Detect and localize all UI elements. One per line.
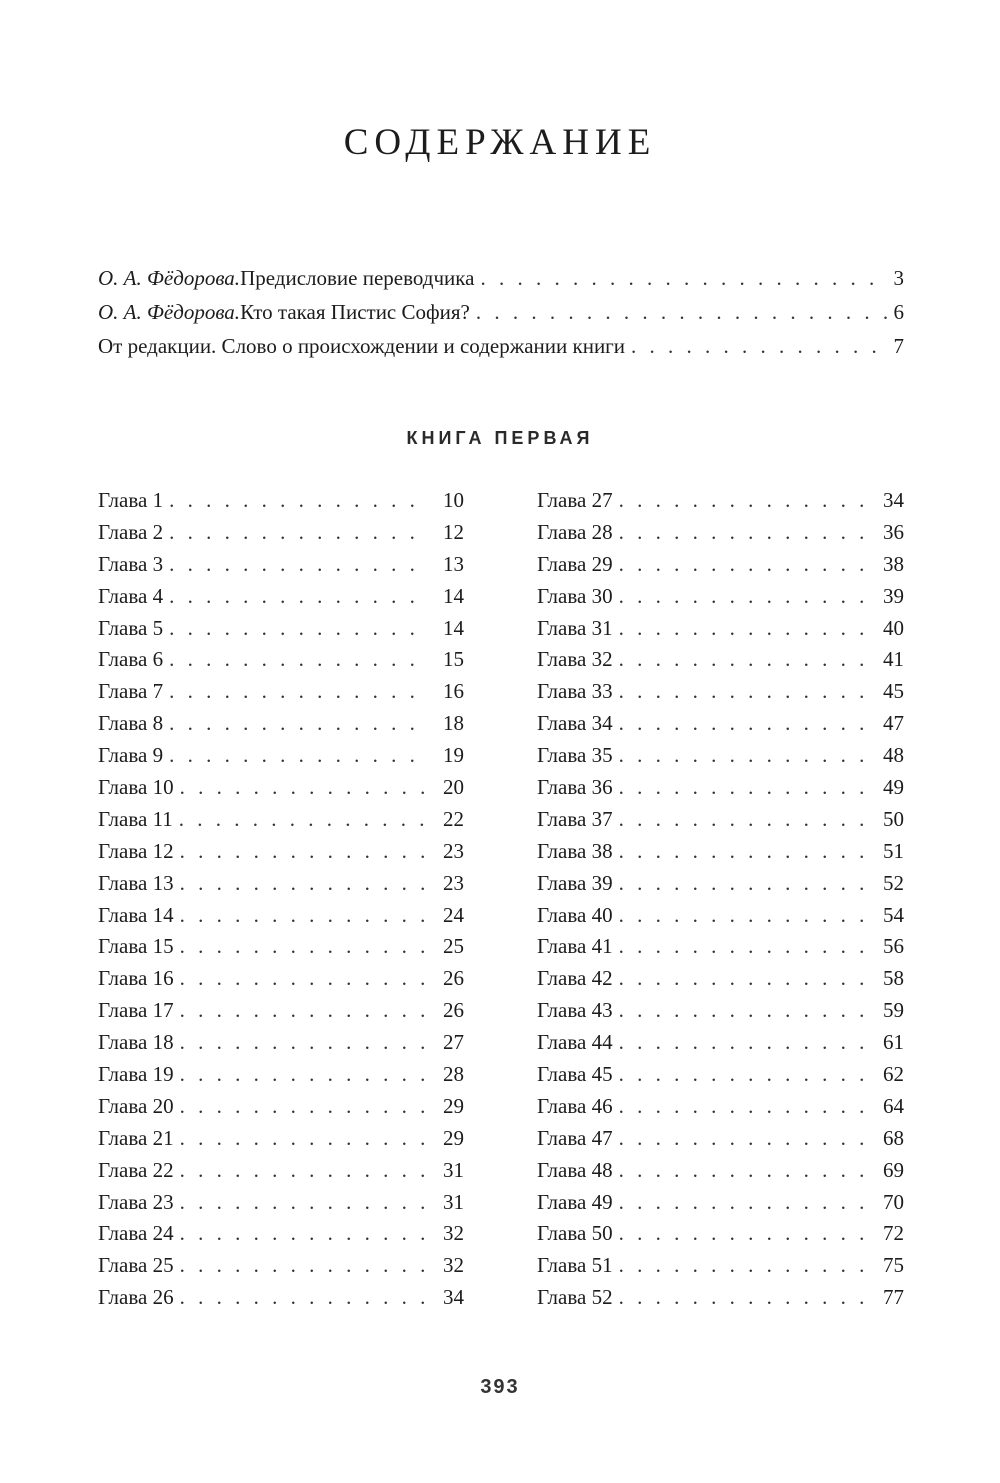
chapter-label: Глава 15 xyxy=(98,934,174,959)
chapter-page: 18 xyxy=(443,711,464,736)
chapter-label: Глава 16 xyxy=(98,966,174,991)
chapter-label: Глава 52 xyxy=(537,1285,613,1310)
dot-leader xyxy=(169,520,428,545)
toc-entry-title: Кто такая Пистис София? xyxy=(240,300,470,324)
chapter-entry[interactable] xyxy=(98,903,464,935)
chapter-page: 26 xyxy=(443,998,464,1023)
chapter-page: 13 xyxy=(443,551,464,576)
chapter-label: Глава 6 xyxy=(98,647,164,672)
chapter-label: Глава 32 xyxy=(537,647,613,672)
chapter-label: Глава 25 xyxy=(98,1253,174,1278)
chapter-label: Глава 20 xyxy=(98,1093,174,1118)
chapter-label: Глава 5 xyxy=(98,615,164,640)
dot-leader xyxy=(180,1285,428,1310)
toc-entry-page: 3 xyxy=(893,266,904,290)
toc-entry[interactable] xyxy=(98,334,904,368)
dot-leader xyxy=(180,966,428,991)
dot-leader xyxy=(619,1285,868,1310)
dot-leader xyxy=(179,807,428,832)
chapter-entry[interactable] xyxy=(98,711,464,743)
toc-entry-title: От редакции. Слово о происхождении и содержании книги xyxy=(98,334,626,358)
dot-leader xyxy=(619,552,868,577)
chapter-page: 47 xyxy=(883,711,904,736)
chapter-entry[interactable] xyxy=(537,1285,904,1317)
chapter-page: 54 xyxy=(883,902,904,927)
chapter-page: 34 xyxy=(883,488,904,512)
toc-entry[interactable] xyxy=(98,266,904,300)
chapter-entry[interactable] xyxy=(98,1030,464,1062)
dot-leader xyxy=(619,679,868,704)
chapter-entry[interactable] xyxy=(537,839,904,871)
dot-leader xyxy=(169,711,428,736)
dot-leader xyxy=(169,616,428,641)
chapter-page: 64 xyxy=(883,1093,904,1118)
chapter-label: Глава 11 xyxy=(98,806,173,831)
chapter-label: Глава 27 xyxy=(537,488,613,512)
chapter-list-left xyxy=(98,488,464,1317)
dot-leader xyxy=(619,616,868,641)
chapter-label: Глава 13 xyxy=(98,870,174,895)
chapter-page: 36 xyxy=(883,519,904,544)
chapter-entry[interactable] xyxy=(537,1094,904,1126)
dot-leader xyxy=(619,1094,868,1119)
chapter-entry[interactable] xyxy=(98,647,464,679)
dot-leader xyxy=(619,871,868,896)
chapter-entry[interactable] xyxy=(98,616,464,648)
chapter-label: Глава 29 xyxy=(537,551,613,576)
chapter-label: Глава 10 xyxy=(98,775,174,800)
dot-leader xyxy=(180,775,428,800)
dot-leader xyxy=(619,488,868,513)
chapter-label: Глава 19 xyxy=(98,1062,174,1087)
chapter-page: 72 xyxy=(883,1221,904,1246)
chapter-page: 16 xyxy=(443,679,464,704)
chapter-page: 59 xyxy=(883,998,904,1023)
chapter-page: 52 xyxy=(883,870,904,895)
chapter-page: 40 xyxy=(883,615,904,640)
chapter-page: 29 xyxy=(443,1093,464,1118)
chapter-page: 61 xyxy=(883,1030,904,1055)
dot-leader xyxy=(619,711,868,736)
chapter-label: Глава 41 xyxy=(537,934,613,959)
dot-leader xyxy=(180,1253,428,1278)
chapter-label: Глава 26 xyxy=(98,1285,174,1310)
chapter-entry[interactable] xyxy=(98,839,464,871)
chapter-entry[interactable] xyxy=(537,616,904,648)
dot-leader xyxy=(180,1030,428,1055)
chapter-list-right xyxy=(537,488,904,1317)
dot-leader xyxy=(180,1094,428,1119)
chapter-label: Глава 22 xyxy=(98,1157,174,1182)
chapter-entry[interactable] xyxy=(537,647,904,679)
chapter-label: Глава 35 xyxy=(537,743,613,768)
chapter-label: Глава 48 xyxy=(537,1157,613,1182)
dot-leader xyxy=(180,871,428,896)
dot-leader xyxy=(619,807,868,832)
chapter-label: Глава 1 xyxy=(98,488,164,512)
chapter-entry[interactable] xyxy=(98,1190,464,1222)
chapter-label: Глава 7 xyxy=(98,679,164,704)
chapter-page: 20 xyxy=(443,775,464,800)
chapter-page: 14 xyxy=(443,615,464,640)
dot-leader xyxy=(619,998,868,1023)
chapter-entry[interactable] xyxy=(537,520,904,552)
chapter-page: 28 xyxy=(443,1062,464,1087)
chapter-label: Глава 3 xyxy=(98,551,164,576)
chapter-label: Глава 2 xyxy=(98,519,164,544)
chapter-label: Глава 44 xyxy=(537,1030,613,1055)
dot-leader xyxy=(619,839,868,864)
chapter-entry[interactable] xyxy=(537,711,904,743)
chapter-page: 62 xyxy=(883,1062,904,1087)
chapter-page: 39 xyxy=(883,583,904,608)
chapter-label: Глава 39 xyxy=(537,870,613,895)
chapter-entry[interactable] xyxy=(537,679,904,711)
chapter-page: 23 xyxy=(443,870,464,895)
chapter-page: 34 xyxy=(443,1285,464,1310)
chapter-entry[interactable] xyxy=(98,1062,464,1094)
chapter-page: 56 xyxy=(883,934,904,959)
chapter-page: 41 xyxy=(883,647,904,672)
chapter-page: 75 xyxy=(883,1253,904,1278)
chapter-entry[interactable] xyxy=(98,934,464,966)
chapter-entry[interactable] xyxy=(98,871,464,903)
dot-leader xyxy=(180,1126,428,1151)
chapter-label: Глава 46 xyxy=(537,1093,613,1118)
chapter-page: 69 xyxy=(883,1157,904,1182)
chapter-page: 26 xyxy=(443,966,464,991)
front-matter-list xyxy=(98,266,904,368)
chapter-page: 24 xyxy=(443,902,464,927)
chapter-entry[interactable] xyxy=(537,775,904,807)
chapter-label: Глава 42 xyxy=(537,966,613,991)
dot-leader xyxy=(619,966,868,991)
toc-entry[interactable] xyxy=(98,300,904,334)
chapter-entry[interactable] xyxy=(98,584,464,616)
dot-leader xyxy=(180,1221,428,1246)
chapter-page: 51 xyxy=(883,838,904,863)
toc-entry-author: О. А. Фёдорова. xyxy=(98,266,241,290)
chapter-label: Глава 37 xyxy=(537,806,613,831)
chapter-entry[interactable] xyxy=(537,1253,904,1285)
chapter-entry[interactable] xyxy=(537,903,904,935)
dot-leader xyxy=(180,1062,428,1087)
toc-entry-title: Предисловие переводчика xyxy=(240,266,475,290)
chapter-page: 23 xyxy=(443,838,464,863)
chapter-page: 14 xyxy=(443,583,464,608)
chapter-label: Глава 49 xyxy=(537,1189,613,1214)
chapter-page: 48 xyxy=(883,743,904,768)
dot-leader xyxy=(169,647,428,672)
chapter-page: 45 xyxy=(883,679,904,704)
chapter-label: Глава 30 xyxy=(537,583,613,608)
chapter-label: Глава 28 xyxy=(537,519,613,544)
dot-leader xyxy=(631,334,887,359)
chapter-entry[interactable] xyxy=(537,1190,904,1222)
chapter-page: 29 xyxy=(443,1125,464,1150)
chapter-page: 31 xyxy=(443,1189,464,1214)
chapter-label: Глава 51 xyxy=(537,1253,613,1278)
chapter-page: 32 xyxy=(443,1253,464,1278)
chapter-entry[interactable] xyxy=(537,552,904,584)
dot-leader xyxy=(169,488,428,513)
chapter-page: 68 xyxy=(883,1125,904,1150)
chapter-page: 15 xyxy=(443,647,464,672)
dot-leader xyxy=(619,1062,868,1087)
dot-leader xyxy=(180,1190,428,1215)
chapter-page: 22 xyxy=(443,806,464,831)
dot-leader xyxy=(169,552,428,577)
dot-leader xyxy=(180,903,428,928)
chapter-entry[interactable] xyxy=(98,775,464,807)
section-heading: КНИГА ПЕРВАЯ xyxy=(406,428,594,448)
chapter-label: Глава 45 xyxy=(537,1062,613,1087)
chapter-entry[interactable] xyxy=(98,1253,464,1285)
dot-leader xyxy=(480,266,887,291)
chapter-label: Глава 24 xyxy=(98,1221,174,1246)
chapter-entry[interactable] xyxy=(98,807,464,839)
dot-leader xyxy=(169,679,428,704)
dot-leader xyxy=(180,934,428,959)
dot-leader xyxy=(619,934,868,959)
chapter-entry[interactable] xyxy=(98,998,464,1030)
dot-leader xyxy=(619,1158,868,1183)
chapter-label: Глава 31 xyxy=(537,615,613,640)
dot-leader xyxy=(180,1158,428,1183)
chapter-entry[interactable] xyxy=(537,1030,904,1062)
chapter-entry[interactable] xyxy=(98,679,464,711)
chapter-page: 50 xyxy=(883,806,904,831)
chapter-entry[interactable] xyxy=(537,871,904,903)
chapter-page: 12 xyxy=(443,519,464,544)
toc-entry-page: 7 xyxy=(893,334,904,358)
dot-leader xyxy=(180,998,428,1023)
dot-leader xyxy=(619,584,868,609)
toc-entry-page: 6 xyxy=(893,300,904,324)
dot-leader xyxy=(619,647,868,672)
chapter-page: 49 xyxy=(883,775,904,800)
chapter-entry[interactable] xyxy=(537,1126,904,1158)
chapter-page: 31 xyxy=(443,1157,464,1182)
chapter-page: 32 xyxy=(443,1221,464,1246)
dot-leader xyxy=(180,839,428,864)
chapter-entry[interactable] xyxy=(537,743,904,775)
chapter-label: Глава 23 xyxy=(98,1189,174,1214)
chapter-entry[interactable] xyxy=(537,998,904,1030)
chapter-entry[interactable] xyxy=(98,1285,464,1317)
chapter-entry[interactable] xyxy=(98,552,464,584)
chapter-label: Глава 21 xyxy=(98,1125,174,1150)
chapter-entry[interactable] xyxy=(98,488,464,520)
chapter-page: 10 xyxy=(443,488,464,512)
dot-leader xyxy=(619,743,868,768)
dot-leader xyxy=(169,743,428,768)
chapter-label: Глава 4 xyxy=(98,583,164,608)
dot-leader xyxy=(169,584,428,609)
chapter-entry[interactable] xyxy=(98,520,464,552)
chapter-label: Глава 18 xyxy=(98,1030,174,1055)
chapter-entry[interactable] xyxy=(98,1126,464,1158)
chapter-page: 38 xyxy=(883,551,904,576)
chapter-entry[interactable] xyxy=(98,743,464,775)
page-title: СОДЕРЖАНИЕ xyxy=(343,121,657,163)
dot-leader xyxy=(619,1253,868,1278)
dot-leader xyxy=(619,903,868,928)
dot-leader xyxy=(619,775,868,800)
chapter-entry[interactable] xyxy=(98,966,464,998)
chapter-page: 27 xyxy=(443,1030,464,1055)
chapter-entry[interactable] xyxy=(537,1062,904,1094)
chapter-page: 70 xyxy=(883,1189,904,1214)
chapter-page: 19 xyxy=(443,743,464,768)
dot-leader xyxy=(619,1221,868,1246)
chapter-entry[interactable] xyxy=(537,934,904,966)
chapter-page: 77 xyxy=(883,1285,904,1310)
chapter-label: Глава 34 xyxy=(537,711,613,736)
chapter-entry[interactable] xyxy=(537,966,904,998)
chapter-label: Глава 50 xyxy=(537,1221,613,1246)
dot-leader xyxy=(619,1030,868,1055)
chapter-label: Глава 8 xyxy=(98,711,164,736)
chapter-entry[interactable] xyxy=(537,488,904,520)
chapter-entry[interactable] xyxy=(537,1221,904,1253)
chapter-label: Глава 40 xyxy=(537,902,613,927)
chapter-entry[interactable] xyxy=(98,1221,464,1253)
dot-leader xyxy=(619,1190,868,1215)
chapter-label: Глава 43 xyxy=(537,998,613,1023)
chapter-entry[interactable] xyxy=(537,584,904,616)
chapter-page: 58 xyxy=(883,966,904,991)
chapter-entry[interactable] xyxy=(98,1094,464,1126)
chapter-entry[interactable] xyxy=(537,807,904,839)
chapter-label: Глава 47 xyxy=(537,1125,613,1150)
dot-leader xyxy=(619,1126,868,1151)
chapter-label: Глава 17 xyxy=(98,998,174,1023)
chapter-label: Глава 38 xyxy=(537,838,613,863)
chapter-label: Глава 33 xyxy=(537,679,613,704)
chapter-label: Глава 14 xyxy=(98,902,174,927)
chapter-label: Глава 36 xyxy=(537,775,613,800)
chapter-entry[interactable] xyxy=(537,1158,904,1190)
dot-leader xyxy=(476,300,888,325)
chapter-label: Глава 12 xyxy=(98,838,174,863)
chapter-page: 25 xyxy=(443,934,464,959)
chapter-label: Глава 9 xyxy=(98,743,164,768)
toc-entry-author: О. А. Фёдорова. xyxy=(98,300,241,324)
dot-leader xyxy=(619,520,868,545)
chapter-entry[interactable] xyxy=(98,1158,464,1190)
page-number: 393 xyxy=(480,1376,520,1398)
